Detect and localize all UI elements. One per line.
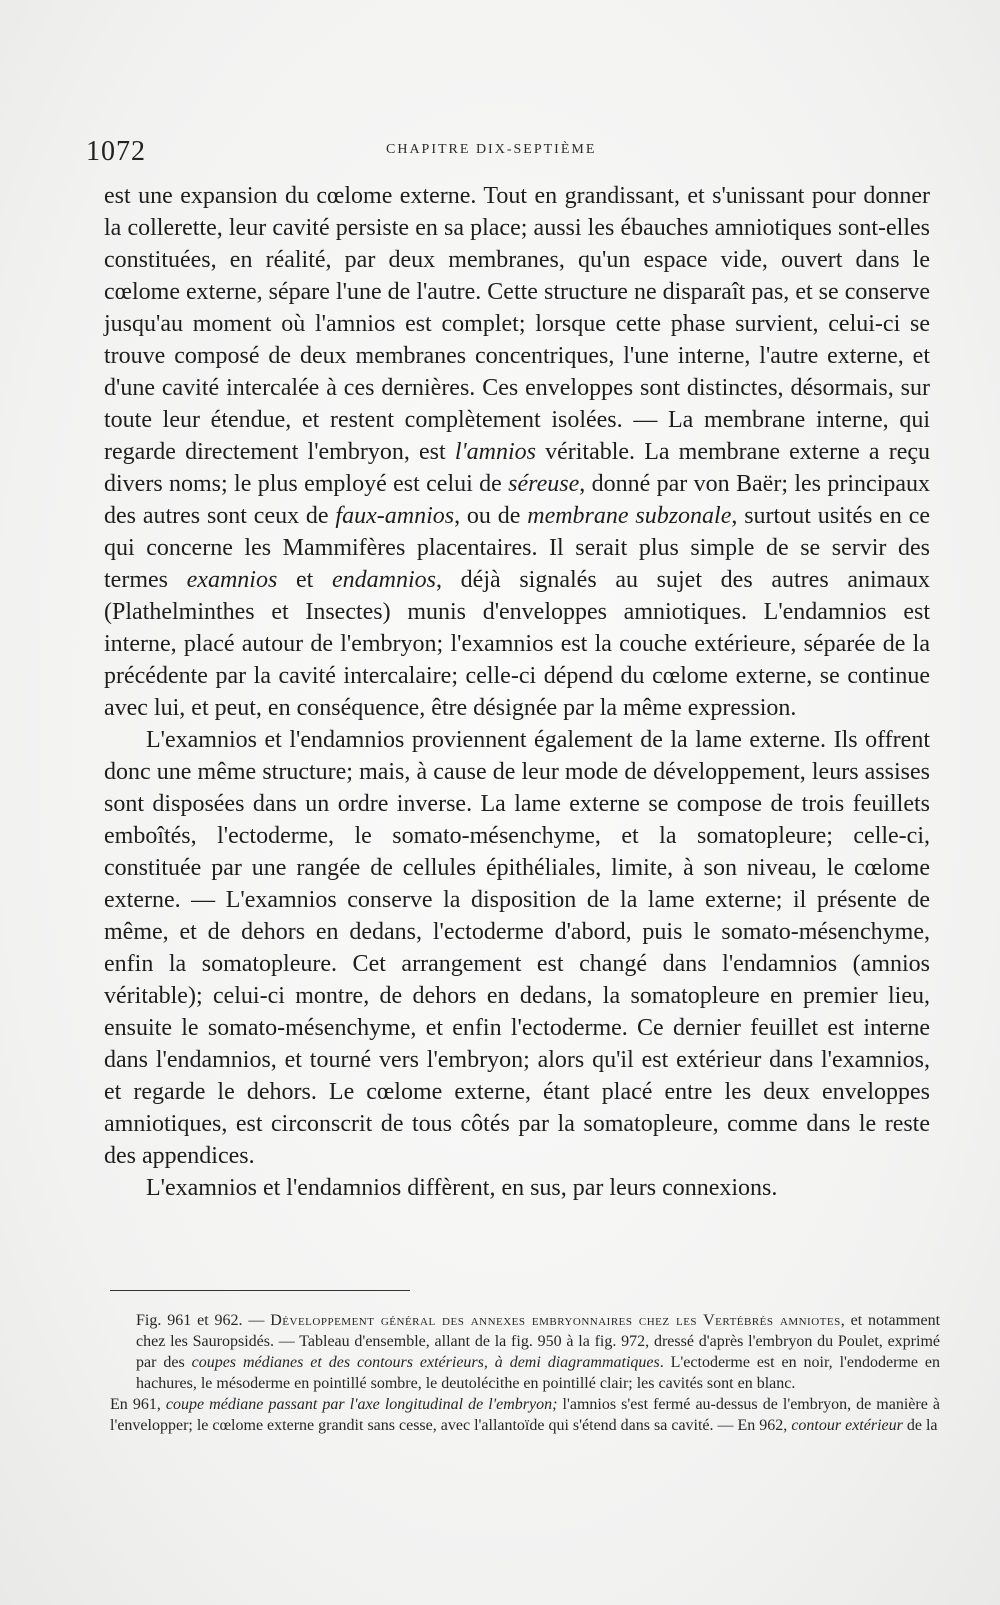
text-run: , ou de: [454, 503, 528, 529]
text-run: véritable. La membrane externe a reçu divers noms; le plus employé est celui de: [104, 439, 930, 497]
caption-paragraph: [110, 1394, 940, 1436]
italic-term: membrane subzonale: [527, 503, 732, 529]
paragraph: L'examnios et l'endamnios proviennent également de la lame externe. Ils offrent donc une même structure; mais, à cause de leur mode de développement, leurs assises sont disposées dans un ordre inverse. La lame externe se compose de trois feuillets emboîtés, l'ectoderme, le somato-mésenchyme, et la somatopleure; celle-ci, constituée par une rangée de cellules épithéliales, limite, à son niveau, le cœlome externe. — L'examnios conserve la disposition de la lame externe; il présente de même, et de dehors en dedans, l'ectoderme d'abord, puis le somato-mésenchyme, enfin la somatopleure. Cet arrangement est changé dans l'endamnios (amnios véritable); celui-ci montre, de dehors en dedans, la somatopleure en premier lieu, ensuite le somato-mésenchyme, et enfin l'ectoderme. Ce dernier feuillet est interne dans l'endamnios, et tourné vers l'embryon; alors qu'il est extérieur dans l'examnios, et regarde le dehors. Le cœlome externe, étant placé entre les deux enveloppes amniotiques, est circonscrit de tous côtés par la somatopleure, comme dans le reste des appendices.: [104, 727, 930, 1169]
caption-paragraph: [110, 1310, 940, 1394]
text-run: , déjà signalés au sujet des autres animaux (Plathelminthes et Insectes) munis d'enveloppes amniotiques. L'endamnios est interne, placé autour de l'embryon; l'examnios est la couche extérieure, séparée de la précédente par la cavité intercalaire; celle-ci dépend du cœlome externe, se continue avec lui, et peut, en conséquence, être désignée par la même expression.: [104, 567, 930, 721]
caption-italic: coupe médiane passant par l'axe longitudinal de l'embryon;: [165, 1396, 558, 1413]
caption-italic: contour extérieur: [791, 1417, 903, 1434]
page-header: [86, 136, 926, 176]
figure-caption: [110, 1310, 940, 1436]
text-run: , surtout usités en ce qui concerne les Mammifères placentaires. Il serait plus simple de se servir des termes: [104, 503, 930, 593]
footnote-divider: [110, 1290, 410, 1291]
caption-text: En 961,: [110, 1396, 166, 1413]
running-title: CHAPITRE DIX-SEPTIÈME: [386, 142, 597, 157]
caption-label: Fig. 961 et 962. —: [136, 1312, 271, 1329]
page-number: 1072: [86, 136, 146, 167]
italic-term: examnios: [186, 567, 278, 593]
italic-term: faux-amnios: [335, 503, 455, 529]
italic-term: séreuse: [508, 471, 580, 497]
caption-text: de la: [902, 1417, 938, 1434]
paragraph: L'examnios et l'endamnios diffèrent, en sus, par leurs connexions.: [146, 1175, 778, 1201]
paragraph: [104, 180, 930, 724]
caption-title: Développement général des annexes embryonnaires chez les Vertébrés amniotes: [270, 1312, 841, 1329]
text-run: est une expansion du cœlome externe. Tout en grandissant, et s'unissant pour donner la collerette, leur cavité persiste en sa place; aussi les ébauches amniotiques sont-elles constituées, en réalité, par deux membranes, qu'un espace vide, ouvert dans le cœlome externe, sépare l'une de l'autre. Cette structure ne disparaît pas, et se conserve jusqu'au moment où l'amnios est complet; lorsque cette phase survient, celui-ci se trouve composé de deux membranes concentriques, l'une interne, l'autre externe, et d'une cavité intercalée à ces dernières. Ces enveloppes sont distinctes, désormais, sur toute leur étendue, et restent complètement isolées. — La membrane interne, qui regarde directement l'embryon, est: [104, 183, 930, 465]
caption-text: . L'ectoderme est en noir, l'endoderme en hachures, le mésoderme en pointillé sombre, le deutolécithe en pointillé clair; les cavités sont en blanc.: [136, 1354, 940, 1392]
text-run: , donné par von Baër; les principaux des autres sont ceux de: [104, 471, 931, 529]
italic-term: l'amnios: [454, 439, 536, 465]
caption-text: l'amnios s'est fermé au-dessus de l'embryon, de manière à l'envelopper; le cœlome externe grandit sans cesse, avec l'allantoïde qui s'étend dans sa cavité. — En 962,: [110, 1396, 940, 1434]
caption-text: , et notamment chez les Sauropsidés. — Tableau d'ensemble, allant de la fig. 950 à la fig. 972, dressé d'après l'embryon du Poulet, exprimé par des: [136, 1312, 941, 1371]
caption-italic: coupes médianes et des contours extérieurs, à demi diagrammatiques: [191, 1354, 660, 1371]
text-run: et: [277, 567, 332, 593]
body-text: [104, 180, 930, 1204]
italic-term: endamnios: [332, 567, 436, 593]
